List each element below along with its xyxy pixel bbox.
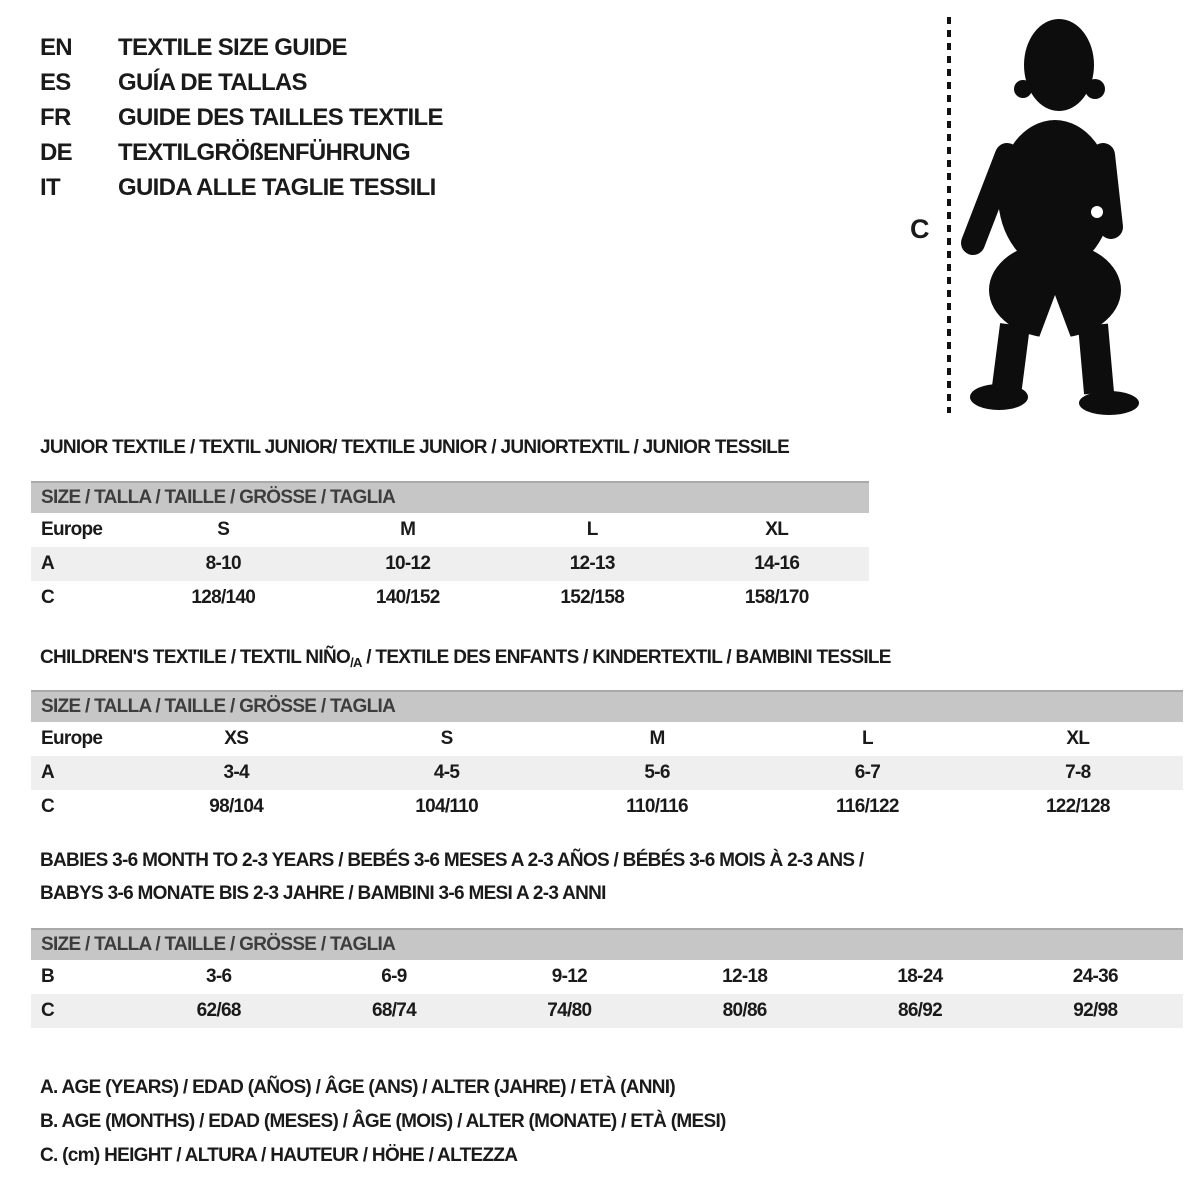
children-title-sub: /A — [350, 655, 362, 670]
table-cell: 74/80 — [547, 1000, 592, 1021]
legend-line-c: C. (cm) HEIGHT / ALTURA / HAUTEUR / HÖHE / ALTEZZA — [40, 1145, 518, 1166]
table-row — [31, 513, 869, 547]
table-row — [31, 581, 869, 615]
junior-section-title: JUNIOR TEXTILE / TEXTIL JUNIOR/ TEXTILE JUNIOR / JUNIORTEXTIL / JUNIOR TESSILE — [40, 437, 790, 458]
size-header-bar: SIZE / TALLA / TAILLE / GRÖSSE / TAGLIA — [31, 928, 1183, 960]
table-cell: 9-12 — [551, 966, 587, 987]
table-cell: 80/86 — [722, 1000, 767, 1021]
table-cell: 104/110 — [415, 796, 478, 817]
table-cell: 12-13 — [569, 553, 615, 574]
table-cell: 110/116 — [626, 796, 688, 817]
table-row — [31, 994, 1183, 1028]
language-row — [40, 135, 443, 170]
row-label: Europe — [41, 728, 103, 749]
table-cell: 98/104 — [209, 796, 264, 817]
language-title: GUIDA ALLE TAGLIE TESSILI — [118, 173, 436, 201]
junior-size-table — [31, 481, 869, 615]
children-title-prefix: CHILDREN'S TEXTILE / TEXTIL NIÑO — [40, 647, 351, 668]
table-cell: XL — [1066, 728, 1090, 749]
table-row — [31, 722, 1183, 756]
table-cell: XS — [224, 728, 249, 749]
language-code: ES — [40, 68, 71, 96]
children-section-title — [40, 647, 891, 670]
babies-section-title-line2: BABYS 3-6 MONATE BIS 2-3 JAHRE / BAMBINI 3-6 MESI A 2-3 ANNI — [40, 883, 606, 904]
table-cell: 4-5 — [433, 762, 460, 783]
table-cell: 3-6 — [205, 966, 232, 987]
row-label: Europe — [41, 519, 103, 540]
table-cell: L — [586, 519, 598, 540]
size-header-bar: SIZE / TALLA / TAILLE / GRÖSSE / TAGLIA — [31, 481, 869, 513]
children-size-table — [31, 690, 1183, 824]
table-cell: 10-12 — [385, 553, 431, 574]
table-cell: 12-18 — [722, 966, 768, 987]
table-cell: 24-36 — [1072, 966, 1118, 987]
table-cell: XL — [765, 519, 789, 540]
babies-section-title-line1: BABIES 3-6 MONTH TO 2-3 YEARS / BEBÉS 3-6 MESES A 2-3 AÑOS / BÉBÉS 3-6 MOIS À 2-3 ANS / — [40, 850, 864, 871]
language-row — [40, 170, 443, 205]
table-cell: 152/158 — [560, 587, 625, 608]
table-cell: 140/152 — [375, 587, 440, 608]
row-label: C — [41, 1000, 55, 1021]
table-cell: 158/170 — [744, 587, 809, 608]
language-code: FR — [40, 103, 71, 131]
table-cell: S — [217, 519, 230, 540]
table-row — [31, 547, 869, 581]
row-label: A — [41, 762, 55, 783]
babies-size-table — [31, 928, 1183, 1028]
table-cell: 68/74 — [371, 1000, 417, 1021]
row-label: C — [41, 796, 55, 817]
legend-line-b: B. AGE (MONTHS) / EDAD (MESES) / ÂGE (MOIS) / ALTER (MONATE) / ETÀ (MESI) — [40, 1111, 726, 1132]
table-cell: 122/128 — [1045, 796, 1110, 817]
language-row — [40, 65, 443, 100]
language-code: DE — [40, 138, 72, 166]
table-row — [31, 790, 1183, 824]
table-cell: 3-4 — [223, 762, 249, 783]
table-cell: 7-8 — [1065, 762, 1091, 783]
language-title: TEXTILGRÖßENFÜHRUNG — [118, 138, 411, 166]
language-row — [40, 30, 443, 65]
table-cell: 128/140 — [191, 587, 256, 608]
baby-silhouette-icon — [935, 5, 1150, 420]
language-code: IT — [40, 173, 60, 201]
legend-line-a: A. AGE (YEARS) / EDAD (AÑOS) / ÂGE (ANS) / ALTER (JAHRE) / ETÀ (ANNI) — [40, 1077, 675, 1098]
table-row — [31, 960, 1183, 994]
language-title: GUIDE DES TAILLES TEXTILE — [118, 103, 443, 131]
row-label: B — [41, 966, 55, 987]
table-cell: 62/68 — [196, 1000, 241, 1021]
table-cell: 8-10 — [205, 553, 241, 574]
measure-legend — [40, 1071, 726, 1173]
table-cell: M — [649, 728, 665, 749]
table-cell: M — [400, 519, 416, 540]
language-code: EN — [40, 33, 72, 61]
table-cell: 92/98 — [1073, 1000, 1118, 1021]
table-cell: 18-24 — [897, 966, 943, 987]
table-cell: 5-6 — [644, 762, 670, 783]
size-header-bar: SIZE / TALLA / TAILLE / GRÖSSE / TAGLIA — [31, 690, 1183, 722]
table-cell: 6-9 — [381, 966, 407, 987]
height-measure-label: C — [910, 214, 930, 244]
language-row — [40, 100, 443, 135]
language-title: TEXTILE SIZE GUIDE — [118, 33, 347, 61]
table-row — [31, 756, 1183, 790]
table-cell: S — [440, 728, 453, 749]
table-cell: 116/122 — [836, 796, 899, 817]
language-title: GUÍA DE TALLAS — [118, 68, 307, 96]
table-cell: 6-7 — [854, 762, 881, 783]
table-cell: 14-16 — [754, 553, 800, 574]
row-label: A — [41, 553, 55, 574]
table-cell: 86/92 — [897, 1000, 942, 1021]
table-cell: L — [861, 728, 873, 749]
row-label: C — [41, 587, 55, 608]
language-title-block — [40, 30, 443, 205]
children-title-suffix: / TEXTILE DES ENFANTS / KINDERTEXTIL / BAMBINI TESSILE — [361, 647, 891, 668]
